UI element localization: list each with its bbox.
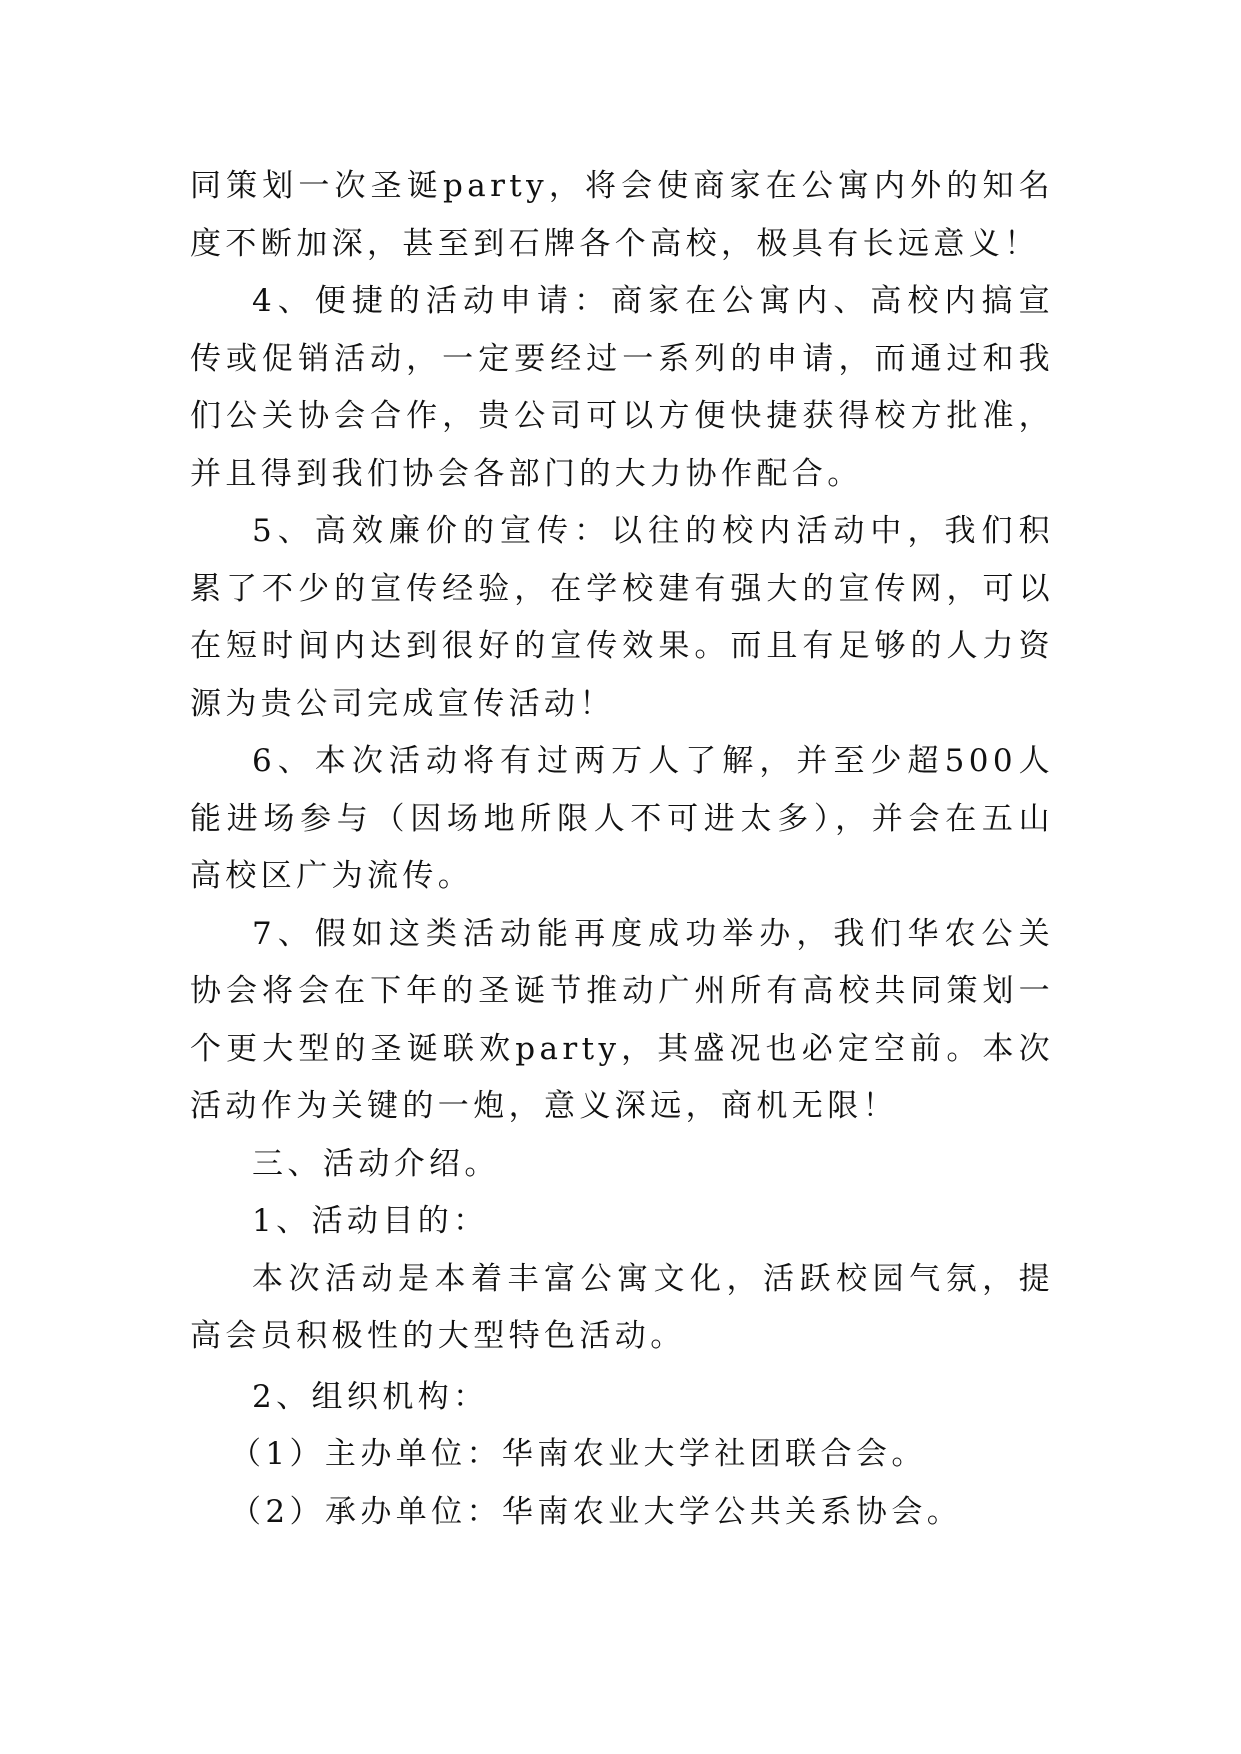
paragraph-item-5: 5、高效廉价的宣传：以往的校内活动中，我们积累了不少的宣传经验，在学校建有强大的宣传网，可以在短时间内达到很好的宣传效果。而且有足够的人力资源为贵公司完成宣传活动！ (190, 513, 1054, 722)
organizer-host: （1）主办单位：华南农业大学社团联合会。 (230, 1436, 927, 1472)
subheading-purpose: 1、活动目的： (252, 1203, 489, 1239)
subheading-organization: 2、组织机构： (252, 1378, 489, 1415)
paragraph-item-4: 4、便捷的活动申请：商家在公寓内、高校内搞宣传或促销活动，一定要经过一系列的申请，而通过和我们公关协会合作，贵公司可以方便快捷获得校方批准，并且得到我们协会各部门的大力协作配合。 (190, 283, 1054, 492)
paragraph-item-6: 6、本次活动将有过两万人了解，并至少超500人能进场参与（因场地所限人不可进太多），并会在五山高校区广为流传。 (190, 743, 1054, 894)
paragraph-continuation: 同策划一次圣诞party，将会使商家在公寓内外的知名度不断加深，甚至到石牌各个高校，极具有长远意义！ (190, 168, 1054, 262)
organizer-undertaker: （2）承办单位：华南农业大学公共关系协会。 (230, 1493, 963, 1530)
section-heading-3: 三、活动介绍。 (252, 1145, 500, 1182)
document-body (190, 158, 1054, 1541)
paragraph-purpose: 本次活动是本着丰富公寓文化，活跃校园气氛，提高会员积极性的大型特色活动。 (190, 1260, 1054, 1354)
paragraph-item-7: 7、假如这类活动能再度成功举办，我们华农公关协会将会在下年的圣诞节推动广州所有高校共同策划一个更大型的圣诞联欢party，其盛况也必定空前。本次活动作为关键的一炮，意义深远，商机无限！ (190, 915, 1054, 1124)
